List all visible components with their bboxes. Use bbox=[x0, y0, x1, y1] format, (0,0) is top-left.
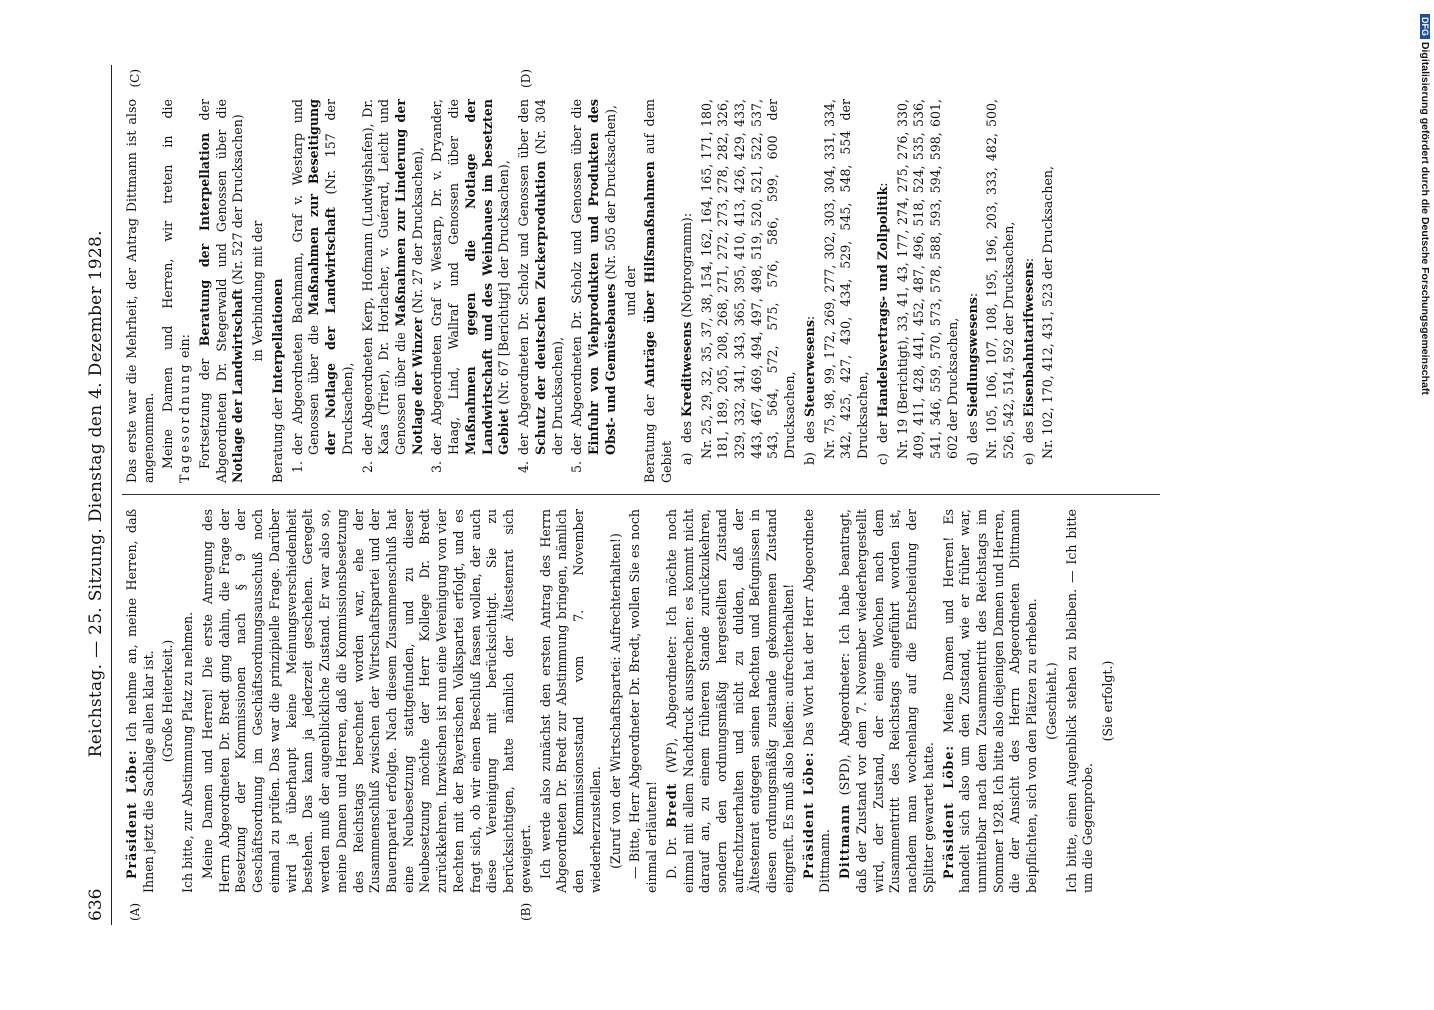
agenda-word: Tagesordnung bbox=[177, 362, 193, 483]
item-text bbox=[569, 99, 619, 455]
speaker-title: D. Dr. bbox=[663, 827, 679, 879]
agenda-heading: Anträge über Hilfsmaßnahmen bbox=[642, 161, 658, 388]
text-run: (Nr. 304 der Drucksachen), bbox=[532, 99, 565, 455]
paragraph bbox=[801, 509, 834, 893]
item-number: 3. bbox=[429, 461, 445, 474]
text-run: der Abgeordneten Dr. Scholz und Genossen über die bbox=[569, 99, 585, 455]
speaker-name: Bredt bbox=[663, 782, 679, 828]
paragraph: — Bitte, Herr Abgeordneter Dr. Bredt, wollen Sie es noch einmal erläutern! bbox=[627, 509, 660, 893]
sub-topic: Eisenbahntarifwesens bbox=[1020, 262, 1036, 418]
paragraph bbox=[941, 509, 1041, 893]
document-numbers: Nr. 75, 98, 99, 172, 269, 277, 302, 303, 304, 331, 334, 342, 425, 427, 430, 434, 529, 545, 548, 554 der Drucksachen, bbox=[821, 99, 871, 459]
text-run: (Nr. 157 der Drucksachen), bbox=[323, 98, 355, 455]
text-run: des bbox=[1020, 417, 1036, 443]
text-run: auf dem Gebiet bbox=[642, 98, 675, 483]
interjection: (Sie erfolgt.) bbox=[1100, 660, 1116, 742]
item-number: 5. bbox=[569, 461, 585, 474]
sub-topic: Kreditwesens bbox=[678, 321, 694, 418]
sub-topic: Steuerwesens bbox=[801, 320, 817, 418]
item-text bbox=[516, 99, 566, 455]
text-run: ein: bbox=[177, 334, 193, 363]
item-topic: Maßnahmen zur Linderung der Notlage der Winzer bbox=[393, 99, 425, 455]
text-run: : bbox=[1020, 257, 1036, 263]
paragraph bbox=[270, 99, 287, 483]
paragraph: und der bbox=[622, 266, 638, 316]
item-topic: Einfuhr von Viehprodukten und Produkten des Obst- und Gemüsebaues bbox=[586, 99, 618, 455]
paragraph: Das erste war die Mehrheit, der Antrag Dittmann ist also angenommen. bbox=[124, 99, 156, 483]
funding-note bbox=[1404, 0, 1434, 1000]
text-run: (Nr. 67 [Berichtigt] der Drucksachen), bbox=[496, 160, 512, 409]
text-run: der Abgeordneten Dr. Stegerwald und Genossen über die bbox=[196, 98, 229, 483]
text-columns bbox=[112, 65, 1120, 925]
interjection: (Geschieht.) bbox=[1043, 662, 1059, 740]
text-run: : bbox=[801, 315, 817, 321]
paragraph: Ich bitte, zur Abstimmung Platz zu nehmen. bbox=[180, 611, 196, 893]
text-run: des bbox=[678, 417, 694, 443]
sub-label: e) bbox=[1020, 452, 1036, 465]
paragraph bbox=[124, 509, 157, 893]
list-item bbox=[516, 99, 566, 483]
interjection: (Große Heiterkeit.) bbox=[160, 639, 176, 763]
text-run: der Abgeordneten Dr. Scholz und Genossen über den bbox=[516, 99, 532, 455]
speech-text: (SPD), Abgeordneter: Ich habe beantragt, daß der Zustand vor dem 7. November wiederhergestellt wird, der Zustand, der einige Wochen nach dem Zusammentritt des Reichstags eingeführt worden ist, nachdem man wochenlang auf die Entscheidung der Splitter gewartet hatte. bbox=[837, 509, 936, 893]
text-run: des bbox=[801, 417, 817, 443]
text-run: der Abgeordneten Graf v. Westarp, Dr. v. Dryander, Haag, Lind, Wallraf und Genossen über die bbox=[429, 99, 462, 455]
sub-label: b) bbox=[801, 452, 817, 465]
document-numbers: Nr. 19 (Berichtigt), 33, 41, 43, 177, 274, 275, 276, 330, 409, 411, 428, 441, 452, 487, 496, 518, 524, 535, 536, 541, 546, 559, 570, 573, 578, 588, 593, 594, 598, 601, 602 der Drucksachen, bbox=[894, 99, 960, 459]
speaker-name: Präsident Löbe: bbox=[124, 749, 139, 879]
funding-note-text bbox=[1419, 10, 1431, 1010]
margin-mark-a: (A) bbox=[128, 902, 142, 921]
text-run: (Nr. 527 der Drucksachen) bbox=[230, 114, 246, 289]
motion-list bbox=[679, 99, 1057, 483]
document-page bbox=[72, 55, 1377, 935]
page-title: Reichstag. — 25. Sitzung. Dienstag den 4. Dezember 1928. bbox=[86, 230, 106, 758]
column-divider bbox=[122, 494, 1160, 495]
dfg-logo: DFG bbox=[1420, 14, 1430, 39]
paragraph: in Verbindung mit der bbox=[250, 220, 266, 362]
paragraph: Meine Damen und Herren! Die erste Anregung des Herrn Abgeordneten Dr. Bredt ging dahin, die Frage der Besetzung der Kommissionen nach § 9 der Geschäftsordnung im Geschäftsordnungsausschuß noch einmal zu prüfen. Das war die prinzipielle Frage. Darüber wird ja überhaupt keine Meinungsverschiedenheit bestehen. Das kann ja jederzeit geschehen. Geregelt werden muß der augenblickliche Zustand. Er war also so, meine Damen und Herren, daß die Kommissionsbesetzung des Reichstags berechnet worden war, ehe der Zusammenschluß zwischen der Wirtschaftspartei und der Bauernpartei erfolgte. Nach diesem Zusammenschluß hat eine Neubesetzung stattgefunden, und zu dieser Neubesetzung möchte der Herr Kollege Dr. Bredt zurückkehren. Inzwischen ist nun eine Vereinigung von vier Rechten mit der Bayerischen Volkspartei erfolgt, und es fragt sich, ob wir einen Beschluß fassen wollen, der auch diese Vereinigung mit berücksichtigt. Sie zu berücksichtigen, hatte nämlich der Ältestenrat sich geweigert. bbox=[199, 509, 533, 893]
speaker-name: Dittmann bbox=[837, 803, 853, 879]
text-run: der Abgeordneten Bachmann, Graf v. Westarp und Genossen über die bbox=[289, 99, 322, 455]
agenda-heading: Notlage der Landwirtschaft bbox=[230, 288, 246, 483]
item-topic: Maßnahmen gegen die Notlage der Landwirtschaft und des Weinbaues im besetzten Gebiet bbox=[462, 99, 512, 455]
paragraph bbox=[197, 99, 247, 483]
paragraph bbox=[664, 509, 798, 893]
text-run: des bbox=[964, 417, 980, 443]
sub-item bbox=[679, 99, 696, 465]
interjection: (Zuruf von der Wirtschaftspartei: Aufrechterhalten!) bbox=[607, 533, 623, 869]
speech-text: Meine Damen und Herren! Es handelt sich also um den Zustand, wie er früher war, unmittelbar nach dem Zusammentritt des Reichstags im Sommer 1928. Ich bitte also diejenigen Damen und Herren, die der Ansicht des Herrn Abgeordneten Dittmann beipflichten, sich von den Plätzen zu erheben. bbox=[940, 509, 1040, 893]
sub-item bbox=[1021, 99, 1038, 465]
sub-label: d) bbox=[964, 452, 980, 465]
text-run: Beratung der bbox=[642, 387, 658, 483]
margin-mark-d: (D) bbox=[519, 69, 533, 88]
agenda-heading: Interpellationen bbox=[269, 278, 285, 394]
right-column bbox=[124, 69, 1120, 483]
item-number: 4. bbox=[516, 461, 532, 474]
interpellation-list bbox=[290, 99, 620, 483]
text-run: Fortsetzung der bbox=[196, 346, 212, 469]
paragraph bbox=[642, 99, 675, 483]
speaker-name: Präsident Löbe: bbox=[940, 744, 956, 879]
page-number: 636 bbox=[86, 888, 106, 921]
paragraph: Ich bitte, einen Augenblick stehen zu bleiben. — Ich bitte um die Gegenprobe. bbox=[1063, 509, 1096, 893]
text-run: : bbox=[874, 182, 890, 187]
text-run: (Notprogramm): bbox=[678, 212, 694, 322]
agenda-heading: Beratung der Interpellation bbox=[196, 132, 212, 347]
text-run: Meine Damen und Herren, wir treten in die bbox=[160, 99, 176, 469]
text-run: (Nr. 27 der Drucksachen), bbox=[409, 146, 425, 318]
text-run: der bbox=[874, 417, 890, 443]
item-topic: Maßnahmen zur Beseitigung der Notlage der Landwirtschaft bbox=[306, 99, 339, 455]
text-run: : bbox=[964, 292, 980, 298]
text-run: der Abgeordneten Kerp, Hofmann (Ludwigshafen), Dr. Kaas (Trier), Dr. Horlacher, v. Guérard, Leicht und Genossen über die bbox=[359, 99, 409, 455]
sub-topic: Handelsvertrags- und Zollpolitik bbox=[874, 186, 890, 418]
paragraph bbox=[160, 99, 193, 483]
item-number: 1. bbox=[289, 461, 305, 474]
item-text bbox=[290, 99, 357, 455]
item-topic: Schutz der deutschen Zuckerproduktion bbox=[532, 161, 548, 455]
list-item bbox=[569, 99, 619, 483]
document-numbers: Nr. 102, 170, 412, 431, 523 der Drucksachen, bbox=[1040, 165, 1056, 459]
speech-text: (WP), Abgeordneter: Ich möchte noch einmal mit allem Nachdruck aussprechen: es kommt nicht darauf an, zu einem früheren Stande zurückzukehren, sondern den ordnungsmäßig hergestellten Zustand aufrechtzuerhalten und nicht zu dulden, daß der Ältestenrat entgegen seinen Rechten und Befugnissen in diesen ordnungsmäßig zustande gekommenen Zustand eingreift. Es muß also heißen: aufrechterhalten! bbox=[663, 509, 796, 893]
item-number: 2. bbox=[359, 461, 375, 474]
sub-topic: Siedlungswesens bbox=[964, 297, 980, 418]
list-item bbox=[360, 99, 427, 483]
sub-item bbox=[802, 99, 819, 465]
sub-label: c) bbox=[874, 453, 890, 465]
document-numbers: Nr. 105, 106, 107, 108, 195, 196, 203, 333, 482, 500, 526, 542, 514, 592 der Drucksachen, bbox=[984, 99, 1016, 459]
margin-mark-b: (B) bbox=[519, 902, 533, 921]
document-numbers: Nr. 25, 29, 32, 35, 37, 38, 154, 162, 164, 165, 171, 180, 181, 189, 205, 208, 268, 271, 272, 273, 278, 282, 326, 329, 332, 341, 343, 365, 395, 410, 413, 426, 429, 433, 443, 467, 469, 494, 497, 498, 519, 520, 521, 522, 537, 543, 564, 572, 575, 576, 586, 599, 600 der Drucksachen, bbox=[698, 99, 798, 459]
speech-text: Das Wort hat der Herr Abgeordnete Dittmann. bbox=[800, 509, 833, 893]
funding-caption: Digitalisierung gefördert durch die Deutsche Forschungsgemeinschaft bbox=[1419, 41, 1431, 395]
sub-item bbox=[875, 99, 892, 465]
text-run: Beratung der bbox=[269, 393, 285, 483]
speaker-name: Präsident Löbe: bbox=[800, 751, 816, 879]
paragraph bbox=[837, 509, 937, 893]
speech-text: Ich nehme an, meine Herren, daß Ihnen jetzt die Sachlage allen klar ist. bbox=[124, 509, 156, 893]
text-run: (Nr. 505 der Drucksachen), bbox=[602, 104, 618, 284]
item-text bbox=[360, 99, 427, 455]
paragraph: Ich werde also zunächst den ersten Antrag des Herrn Abgeordneten Dr. Bredt zur Abstimmung bringen, nämlich den Kommissionsstand vom 7. November wiederherzustellen. bbox=[537, 509, 603, 893]
page-header bbox=[72, 65, 112, 925]
list-item bbox=[290, 99, 357, 483]
list-item bbox=[429, 99, 513, 483]
left-column bbox=[124, 509, 1120, 921]
sub-label: a) bbox=[678, 452, 694, 465]
margin-mark-c: (C) bbox=[128, 69, 142, 88]
sub-item bbox=[965, 99, 982, 465]
item-text bbox=[429, 99, 513, 455]
